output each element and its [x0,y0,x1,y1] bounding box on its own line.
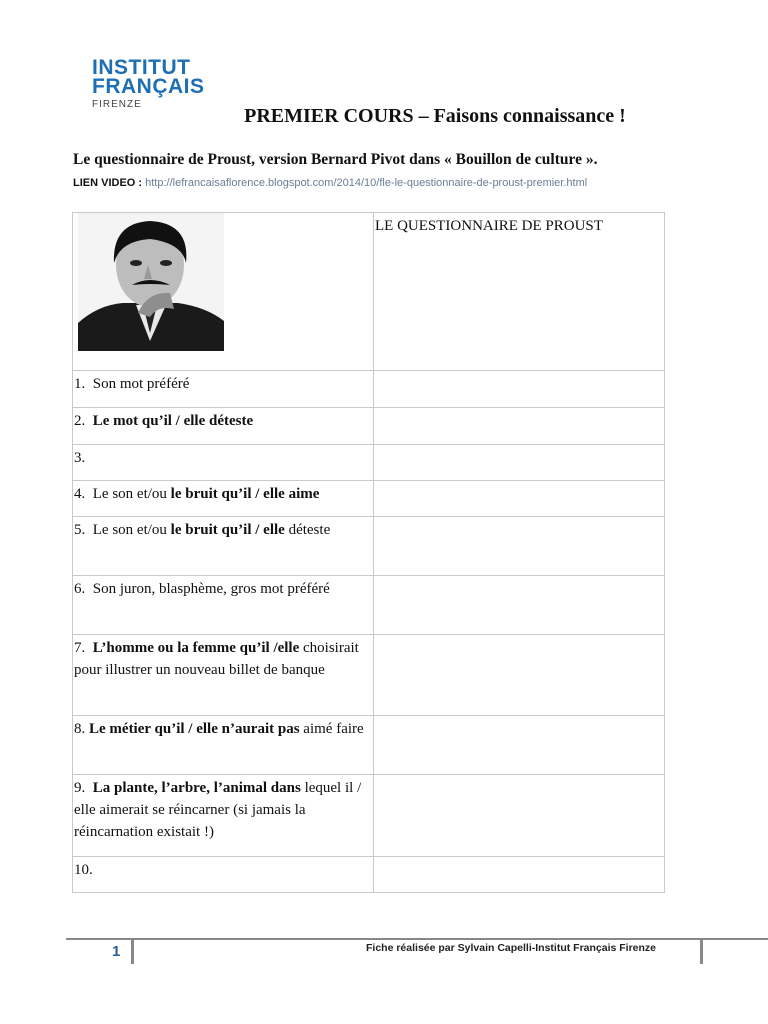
table-row [73,775,665,857]
proust-questionnaire-table [72,212,665,893]
table-row [73,576,665,635]
question-cell: 3. [73,445,374,481]
video-link-label: LIEN VIDEO : [73,177,143,189]
page-title: PREMIER COURS – Faisons connaissance ! [244,105,626,127]
answer-cell[interactable] [374,635,665,716]
video-link-url[interactable]: http://lefrancaisaflorence.blogspot.com/2014/10/fle-le-questionnaire-de-proust-premier.html [145,177,588,189]
page-number-rule [131,940,134,964]
table-row [73,408,665,445]
table-header-row [73,213,665,371]
question-cell: 7. L’homme ou la femme qu’il /elle choisirait pour illustrer un nouveau billet de banque [73,635,374,716]
question-cell: 5. Le son et/ou le bruit qu’il / elle déteste [73,517,374,576]
question-cell: 6. Son juron, blasphème, gros mot préféré [73,576,374,635]
video-link-line [73,177,587,189]
answer-cell[interactable] [374,576,665,635]
answer-cell[interactable] [374,371,665,408]
question-cell: 10. [73,857,374,893]
table-row [73,517,665,576]
footer-credit: Fiche réalisée par Sylvain Capelli-Institut Français Firenze [366,942,657,954]
question-cell: 8. Le métier qu’il / elle n’aurait pas aimé faire [73,716,374,775]
table-row [73,857,665,893]
institut-francais-logo [92,58,205,110]
logo-line-2: FRANÇAIS [92,75,205,98]
page-number: 1 [112,943,121,960]
subtitle: Le questionnaire de Proust, version Bernard Pivot dans « Bouillon de culture ». [73,151,598,168]
table-row [73,635,665,716]
questionnaire-header: LE QUESTIONNAIRE DE PROUST [374,213,665,371]
portrait-cell [73,213,374,371]
table-row [73,445,665,481]
question-cell: 2. Le mot qu’il / elle déteste [73,408,374,445]
logo-city: FIRENZE [92,99,142,110]
footer-credit-rule [700,940,703,964]
answer-cell[interactable] [374,517,665,576]
logo-line-1: INSTITUT [92,56,191,79]
answer-cell[interactable] [374,857,665,893]
question-cell: 1. Son mot préféré [73,371,374,408]
answer-cell[interactable] [374,408,665,445]
question-cell: 9. La plante, l’arbre, l’animal dans lequel il / elle aimerait se réincarner (si jamais la réincarnation existait !) [73,775,374,857]
footer-divider [66,938,768,940]
answer-cell[interactable] [374,775,665,857]
question-cell: 4. Le son et/ou le bruit qu’il / elle aime [73,481,374,517]
proust-portrait-image [78,213,224,351]
answer-cell[interactable] [374,716,665,775]
table-row [73,371,665,408]
table-row [73,481,665,517]
answer-cell[interactable] [374,445,665,481]
answer-cell[interactable] [374,481,665,517]
table-row [73,716,665,775]
